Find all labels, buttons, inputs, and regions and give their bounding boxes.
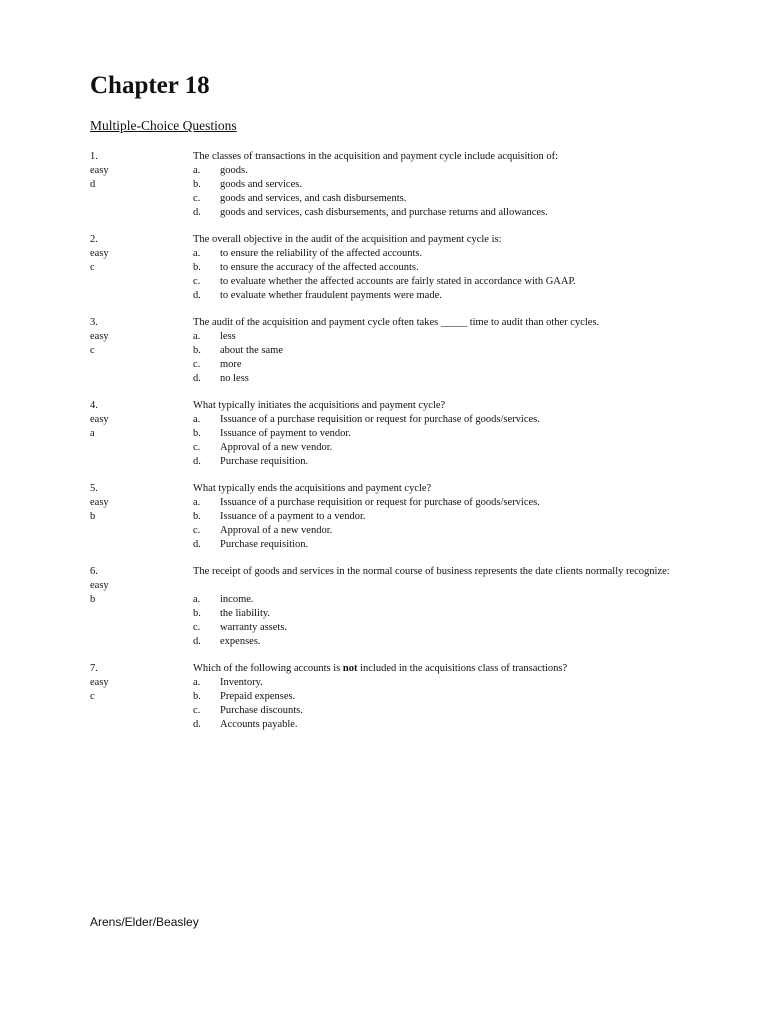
option-d bbox=[193, 455, 678, 469]
option-letter: d. bbox=[193, 636, 201, 647]
question-difficulty: easy bbox=[90, 580, 109, 591]
option-c bbox=[193, 358, 678, 372]
option-letter: c. bbox=[193, 525, 201, 536]
option-text: Purchase discounts. bbox=[220, 705, 303, 716]
option-letter: c. bbox=[193, 276, 201, 287]
question-4 bbox=[90, 399, 678, 469]
emphasis-not: not bbox=[342, 663, 358, 674]
question-answer: c bbox=[90, 262, 95, 273]
option-d bbox=[193, 635, 678, 649]
question-7 bbox=[90, 662, 678, 732]
question-number: 6. bbox=[90, 566, 98, 577]
option-text: Accounts payable. bbox=[220, 719, 298, 730]
option-letter: a. bbox=[193, 414, 201, 425]
question-answer: b bbox=[90, 511, 96, 522]
question-difficulty: easy bbox=[90, 248, 109, 259]
option-text: the liability. bbox=[220, 608, 271, 619]
question-stem: What typically ends the acquisitions and payment cycle? bbox=[193, 483, 432, 494]
option-d bbox=[193, 289, 678, 303]
option-letter: b. bbox=[193, 691, 201, 702]
question-number: 2. bbox=[90, 234, 98, 245]
option-text: expenses. bbox=[220, 636, 261, 647]
section-title: Multiple-Choice Questions bbox=[90, 118, 237, 133]
option-b bbox=[193, 344, 678, 358]
option-b bbox=[193, 427, 678, 441]
option-c bbox=[193, 621, 678, 635]
option-letter: b. bbox=[193, 179, 201, 190]
option-b bbox=[193, 690, 678, 704]
option-letter: b. bbox=[193, 262, 201, 273]
option-text: about the same bbox=[220, 345, 283, 356]
option-letter: d. bbox=[193, 539, 201, 550]
option-c bbox=[193, 441, 678, 455]
option-b bbox=[193, 510, 678, 524]
option-a bbox=[193, 330, 678, 344]
option-d bbox=[193, 538, 678, 552]
option-text: Prepaid expenses. bbox=[220, 691, 296, 702]
question-stem: The classes of transactions in the acquisition and payment cycle include acquisition of: bbox=[193, 151, 559, 162]
option-text: warranty assets. bbox=[220, 622, 288, 633]
option-d bbox=[193, 206, 678, 220]
question-difficulty: easy bbox=[90, 331, 109, 342]
option-letter: a. bbox=[193, 594, 201, 605]
option-d bbox=[193, 718, 678, 732]
option-letter: c. bbox=[193, 193, 201, 204]
question-5 bbox=[90, 482, 678, 552]
question-3 bbox=[90, 316, 678, 386]
question-number: 7. bbox=[90, 663, 98, 674]
question-stem: What typically initiates the acquisitions and payment cycle? bbox=[193, 400, 446, 411]
option-text: goods. bbox=[220, 165, 248, 176]
option-letter: c. bbox=[193, 359, 201, 370]
option-letter: a. bbox=[193, 331, 201, 342]
option-letter: a. bbox=[193, 248, 201, 259]
question-difficulty: easy bbox=[90, 677, 109, 688]
question-number: 3. bbox=[90, 317, 98, 328]
question-difficulty: easy bbox=[90, 165, 109, 176]
option-letter: c. bbox=[193, 622, 201, 633]
option-letter: d. bbox=[193, 719, 201, 730]
question-list bbox=[90, 150, 678, 745]
option-text: to evaluate whether the affected accounts are fairly stated in accordance with GAAP. bbox=[220, 276, 576, 287]
option-text: Issuance of payment to vendor. bbox=[220, 428, 351, 439]
question-stem: The receipt of goods and services in the normal course of business represents the date clients normally recognize: bbox=[193, 566, 670, 577]
question-difficulty: easy bbox=[90, 497, 109, 508]
option-a bbox=[193, 496, 678, 510]
option-text: more bbox=[220, 359, 242, 370]
option-c bbox=[193, 275, 678, 289]
option-b bbox=[193, 261, 678, 275]
option-c bbox=[193, 192, 678, 206]
option-b bbox=[193, 178, 678, 192]
option-letter: c. bbox=[193, 442, 201, 453]
option-b bbox=[193, 607, 678, 621]
option-text: Approval of a new vendor. bbox=[220, 525, 333, 536]
option-a bbox=[193, 413, 678, 427]
option-text: Approval of a new vendor. bbox=[220, 442, 333, 453]
question-stem: The audit of the acquisition and payment cycle often takes _____ time to audit than other cycles. bbox=[193, 317, 600, 328]
question-stem: The overall objective in the audit of the acquisition and payment cycle is: bbox=[193, 234, 502, 245]
option-text: Issuance of a purchase requisition or request for purchase of goods/services. bbox=[220, 414, 540, 425]
question-number: 5. bbox=[90, 483, 98, 494]
option-text: less bbox=[220, 331, 236, 342]
option-letter: a. bbox=[193, 677, 201, 688]
option-text: Issuance of a purchase requisition or request for purchase of goods/services. bbox=[220, 497, 540, 508]
option-letter: a. bbox=[193, 165, 201, 176]
option-letter: a. bbox=[193, 497, 201, 508]
option-text: Issuance of a payment to a vendor. bbox=[220, 511, 366, 522]
option-letter: c. bbox=[193, 705, 201, 716]
option-text: goods and services. bbox=[220, 179, 302, 190]
option-letter: d. bbox=[193, 290, 201, 301]
option-text: Purchase requisition. bbox=[220, 456, 309, 467]
option-text: to evaluate whether fraudulent payments were made. bbox=[220, 290, 442, 301]
option-letter: b. bbox=[193, 608, 201, 619]
option-text: to ensure the reliability of the affected accounts. bbox=[220, 248, 423, 259]
option-a bbox=[193, 164, 678, 178]
question-stem: Which of the following accounts is not included in the acquisitions class of transactions? bbox=[193, 663, 568, 674]
option-letter: b. bbox=[193, 428, 201, 439]
question-1 bbox=[90, 150, 678, 220]
option-letter: d. bbox=[193, 373, 201, 384]
question-number: 4. bbox=[90, 400, 98, 411]
question-2 bbox=[90, 233, 678, 303]
question-answer: c bbox=[90, 345, 95, 356]
question-number: 1. bbox=[90, 151, 98, 162]
option-text: goods and services, and cash disbursements. bbox=[220, 193, 407, 204]
option-text: no less bbox=[220, 373, 249, 384]
option-c bbox=[193, 704, 678, 718]
question-answer: b bbox=[90, 594, 96, 605]
option-letter: d. bbox=[193, 207, 201, 218]
question-difficulty: easy bbox=[90, 414, 109, 425]
option-a bbox=[193, 247, 678, 261]
question-answer: c bbox=[90, 691, 95, 702]
option-c bbox=[193, 524, 678, 538]
option-text: Purchase requisition. bbox=[220, 539, 309, 550]
option-d bbox=[193, 372, 678, 386]
option-text: goods and services, cash disbursements, and purchase returns and allowances. bbox=[220, 207, 548, 218]
option-a bbox=[193, 676, 678, 690]
page-footer-authors: Arens/Elder/Beasley bbox=[90, 915, 199, 929]
question-6 bbox=[90, 565, 678, 649]
chapter-title: Chapter 18 bbox=[90, 72, 210, 99]
question-answer: d bbox=[90, 179, 96, 190]
option-text: Inventory. bbox=[220, 677, 263, 688]
option-text: income. bbox=[220, 594, 254, 605]
question-answer: a bbox=[90, 428, 95, 439]
option-letter: d. bbox=[193, 456, 201, 467]
option-letter: b. bbox=[193, 345, 201, 356]
option-a bbox=[193, 593, 678, 607]
option-text: to ensure the accuracy of the affected accounts. bbox=[220, 262, 419, 273]
option-letter: b. bbox=[193, 511, 201, 522]
